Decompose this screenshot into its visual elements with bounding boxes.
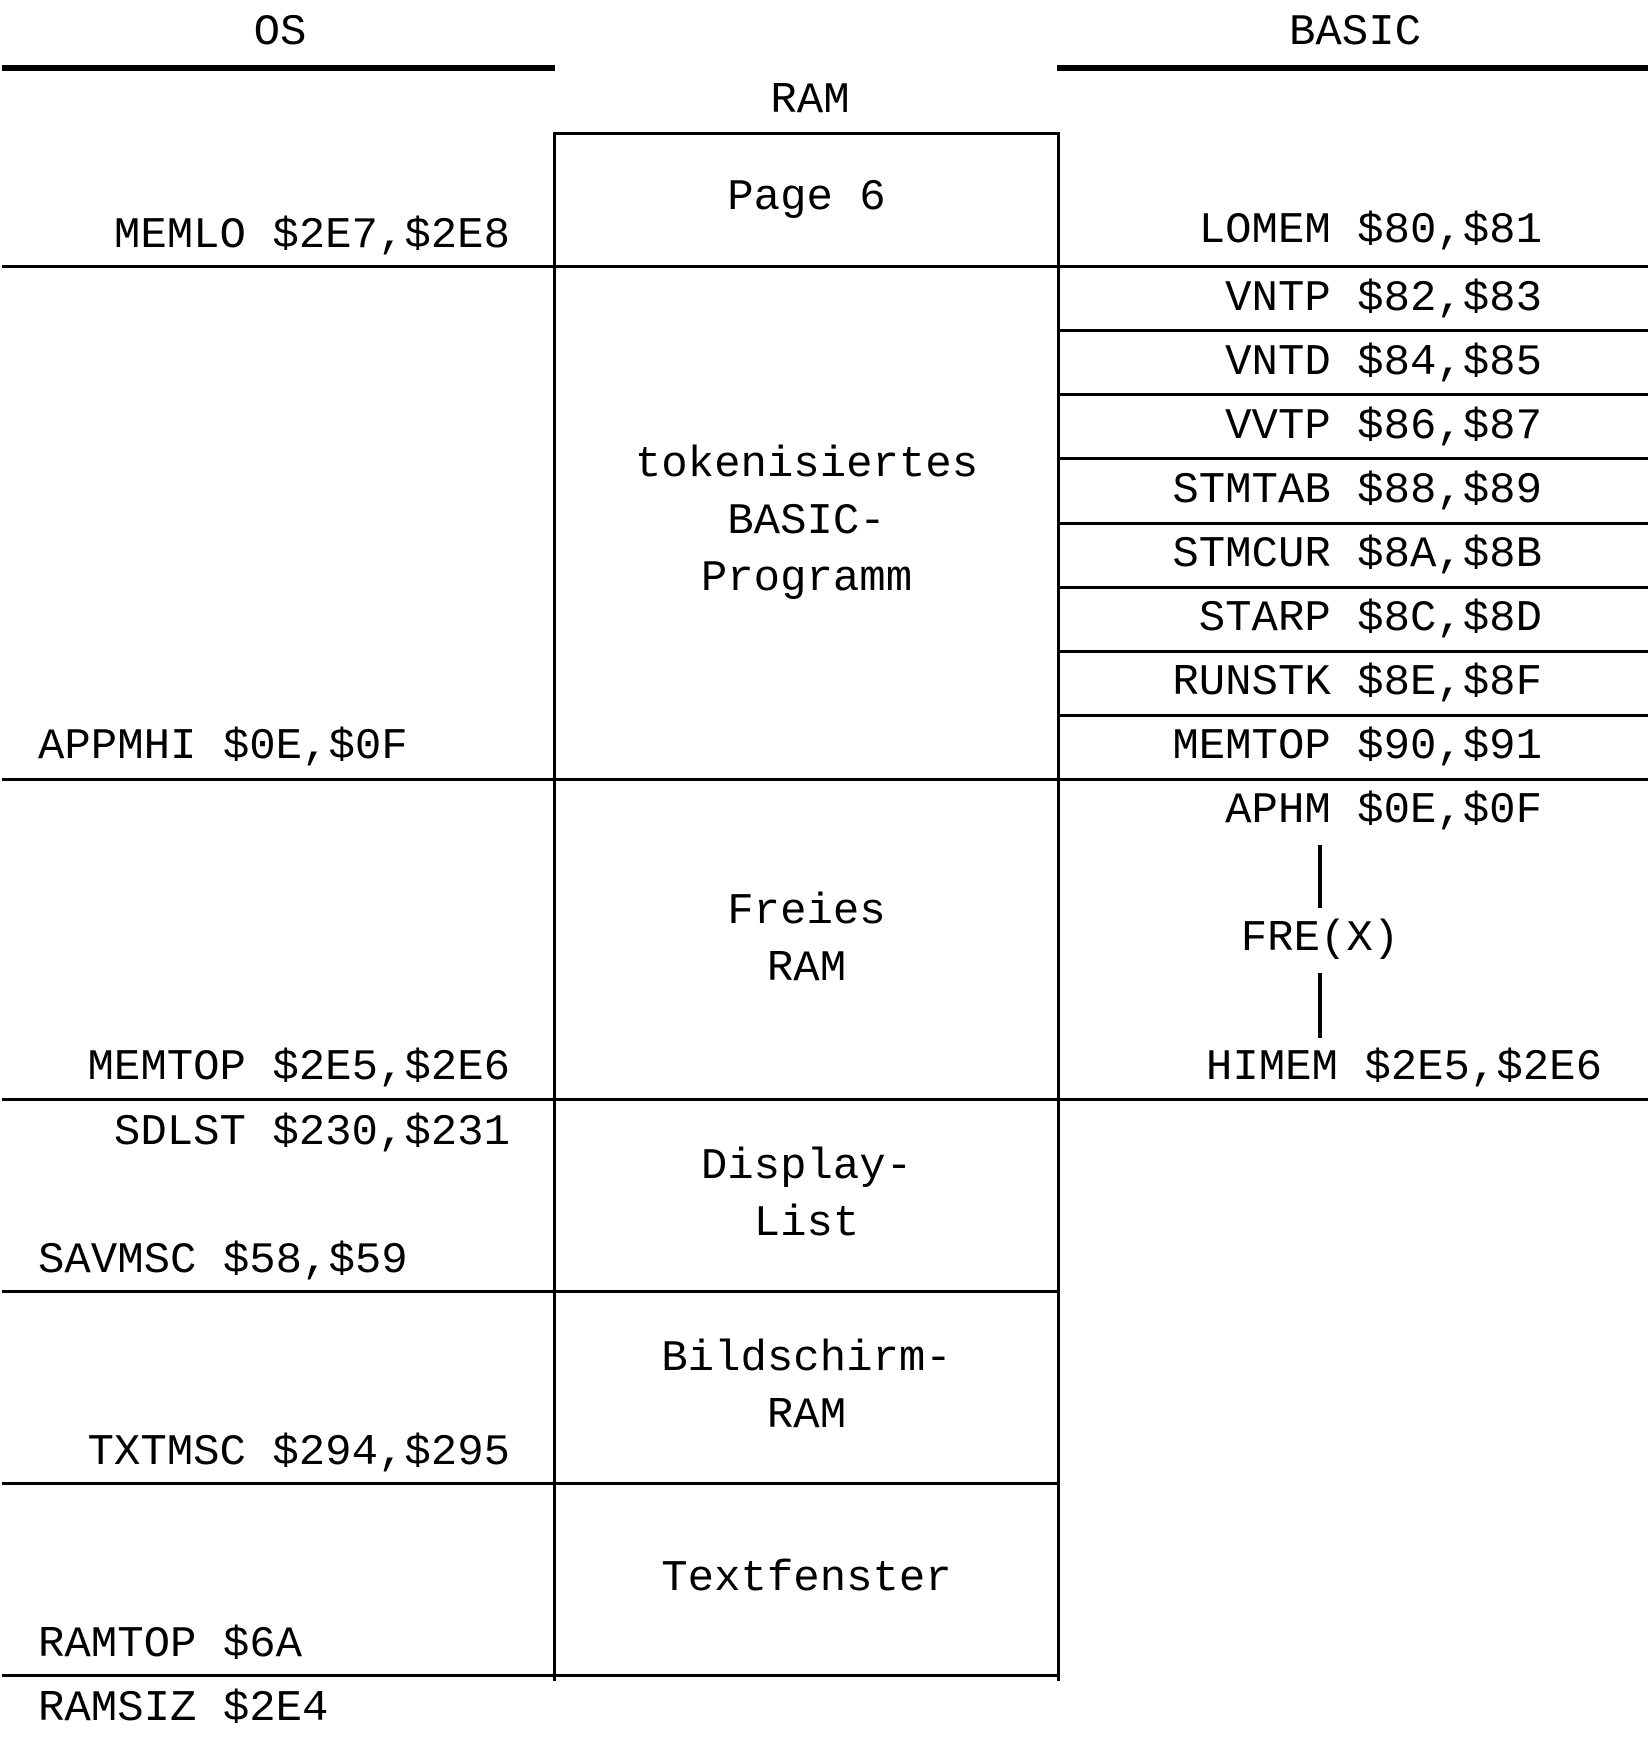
divider-screen-ram	[2, 1482, 1060, 1485]
fre-connector-bottom	[1318, 973, 1322, 1038]
basic-label-lomem: LOMEM $80,$81	[1198, 206, 1542, 256]
basic-label-vntp: VNTP $82,$83	[1225, 274, 1542, 324]
os-label-memtop: MEMTOP $2E5,$2E6	[87, 1043, 510, 1093]
os-label-txtmsc: TXTMSC $294,$295	[87, 1428, 510, 1478]
basic-divider-4	[1057, 522, 1648, 525]
basic-label-stmcur: STMCUR $8A,$8B	[1172, 530, 1542, 580]
basic-header: BASIC	[1288, 8, 1422, 58]
ram-header: RAM	[770, 76, 850, 126]
ram-block-page6: Page 6	[727, 173, 886, 223]
basic-label-vvtp: VVTP $86,$87	[1225, 402, 1542, 452]
os-header: OS	[253, 8, 307, 58]
basic-label-runstk: RUNSTK $8E,$8F	[1172, 658, 1542, 708]
basic-divider-3	[1057, 457, 1648, 460]
os-label-sdlst: SDLST $230,$231	[113, 1108, 510, 1158]
basic-label-himem: HIMEM $2E5,$2E6	[1205, 1043, 1602, 1093]
fre-connector-top	[1318, 845, 1322, 908]
os-label-savmsc: SAVMSC $58,$59	[38, 1236, 408, 1286]
ram-box-top	[553, 132, 1060, 135]
os-header-underline	[2, 65, 555, 71]
basic-divider-6	[1057, 650, 1648, 653]
basic-label-stmtab: STMTAB $88,$89	[1172, 466, 1542, 516]
basic-label-aphm: APHM $0E,$0F	[1225, 786, 1542, 836]
basic-divider-7	[1057, 714, 1648, 717]
basic-header-underline	[1057, 65, 1648, 71]
ram-block-basic-program: tokenisiertes BASIC- Programm	[634, 440, 979, 604]
os-label-ramsiz: RAMSIZ $2E4	[38, 1684, 329, 1734]
basic-label-vntd: VNTD $84,$85	[1225, 338, 1542, 388]
ram-block-display-list: Display- List	[700, 1142, 913, 1249]
ram-block-screen-ram: Bildschirm- RAM	[661, 1334, 952, 1441]
divider-display-list	[2, 1290, 1060, 1293]
basic-divider-2	[1057, 393, 1648, 396]
divider-page6	[2, 265, 1648, 268]
basic-label-fre: FRE(X)	[1240, 914, 1400, 964]
divider-free-ram	[2, 1098, 1648, 1101]
divider-basic-program	[2, 778, 1648, 781]
os-label-memlo: MEMLO $2E7,$2E8	[113, 211, 510, 261]
os-label-appmhi: APPMHI $0E,$0F	[38, 722, 408, 772]
basic-divider-5	[1057, 586, 1648, 589]
os-label-ramtop: RAMTOP $6A	[38, 1620, 303, 1670]
ram-block-free-ram: Freies RAM	[727, 887, 886, 994]
ram-block-text-window: Textfenster	[661, 1554, 952, 1604]
basic-divider-1	[1057, 329, 1648, 332]
basic-label-memtop: MEMTOP $90,$91	[1172, 722, 1542, 772]
divider-text-window	[2, 1674, 1060, 1677]
basic-label-starp: STARP $8C,$8D	[1198, 594, 1542, 644]
